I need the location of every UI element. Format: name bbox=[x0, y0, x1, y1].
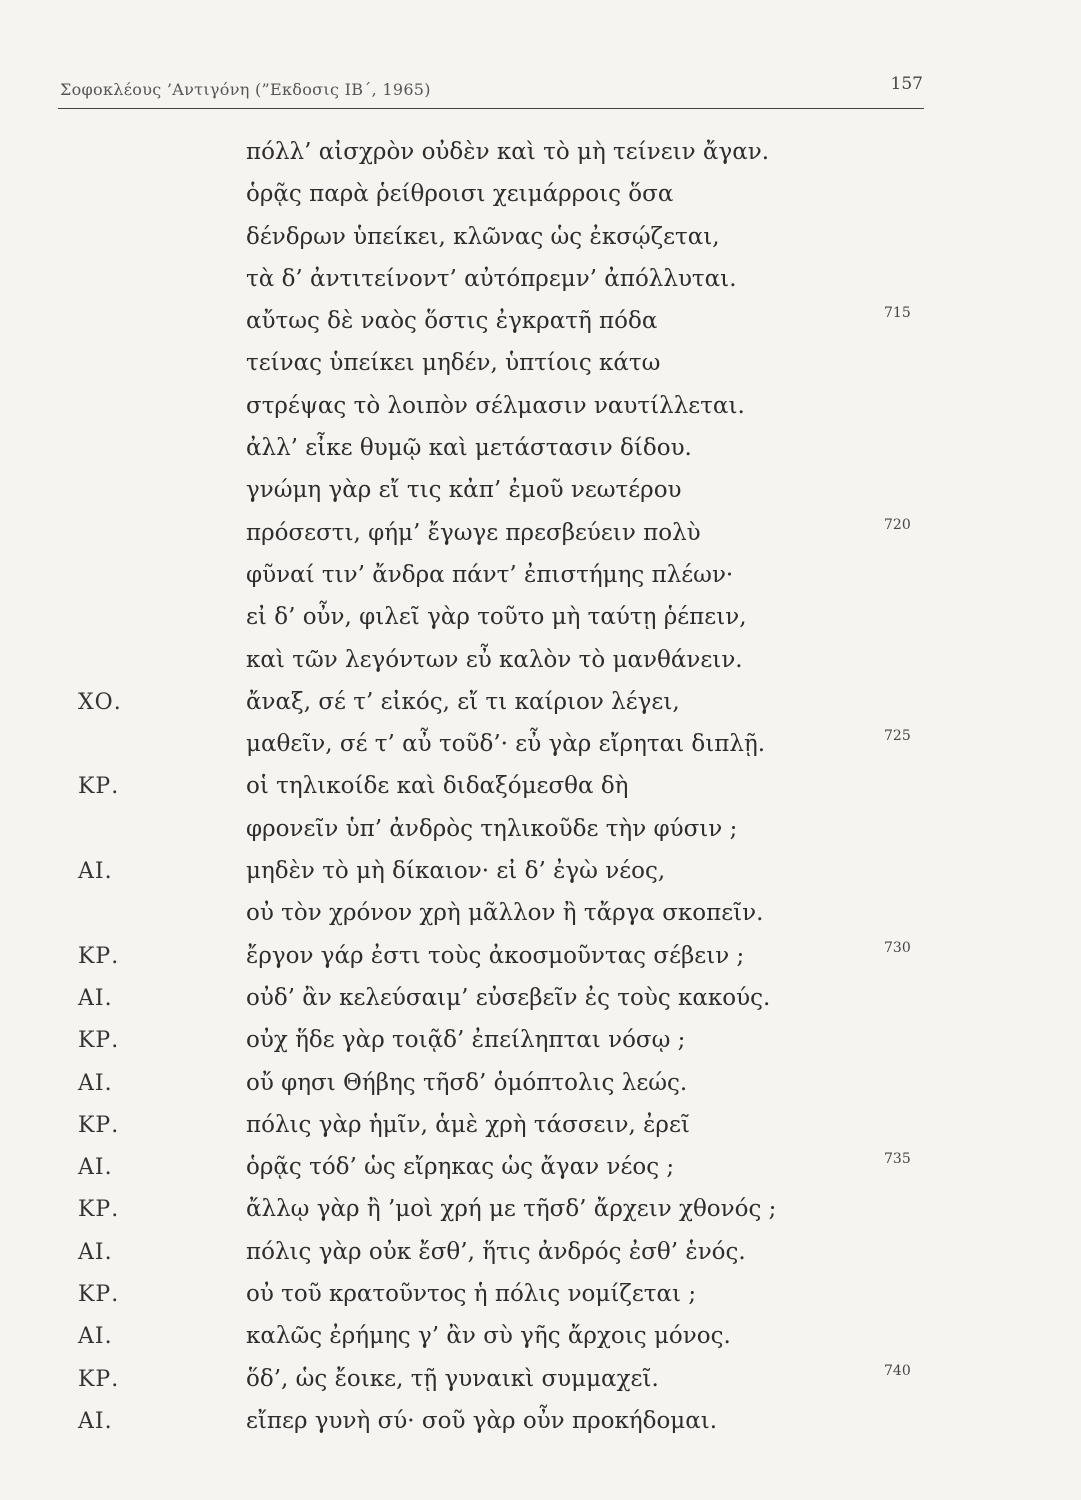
verse-line bbox=[0, 178, 1081, 220]
verse-text: πόλις γὰρ οὐκ ἔσθ’, ἥτις ἀνδρός ἐσθ’ ἑνός. bbox=[246, 1238, 746, 1265]
verse-line bbox=[0, 1278, 1081, 1320]
speaker-label: ΚΡ. bbox=[78, 1366, 120, 1392]
verse-text: τὰ δ’ ἀντιτείνοντ’ αὐτόπρεμν’ ἀπόλλυται. bbox=[246, 265, 737, 292]
page-number: 157 bbox=[890, 74, 923, 94]
verse-block bbox=[0, 136, 1081, 1447]
verse-text: ἄλλῳ γὰρ ἢ ’μοὶ χρή με τῆσδ’ ἄρχειν χθονός ; bbox=[246, 1196, 777, 1223]
verse-line bbox=[0, 263, 1081, 305]
verse-text: ὅδ’, ὡς ἔοικε, τῇ γυναικὶ συμμαχεῖ. bbox=[246, 1365, 659, 1392]
speaker-label: ΑΙ. bbox=[78, 1155, 113, 1181]
verse-text: μηδὲν τὸ μὴ δίκαιον· εἰ δ’ ἐγὼ νέος, bbox=[246, 858, 666, 885]
verse-text: γνώμη γὰρ εἴ τις κἀπ’ ἐμοῦ νεωτέρου bbox=[246, 477, 682, 504]
verse-text: τείνας ὑπείκει μηδέν, ὑπτίοις κάτω bbox=[246, 350, 661, 377]
verse-text: μαθεῖν, σέ τ’ αὖ τοῦδ’· εὖ γὰρ εἴρηται διπλῇ. bbox=[246, 731, 766, 758]
verse-line bbox=[0, 644, 1081, 686]
speaker-label: ΚΡ. bbox=[78, 943, 120, 969]
verse-line bbox=[0, 1320, 1081, 1362]
verse-line bbox=[0, 1236, 1081, 1278]
verse-text: καλῶς ἐρήμης γ’ ἂν σὺ γῆς ἄρχοις μόνος. bbox=[246, 1323, 731, 1350]
verse-line bbox=[0, 221, 1081, 263]
speaker-label: ΑΙ. bbox=[78, 1070, 113, 1096]
verse-text: φρονεῖν ὑπ’ ἀνδρὸς τηλικοῦδε τὴν φύσιν ; bbox=[246, 815, 738, 842]
verse-text: ἀλλ’ εἶκε θυμῷ καὶ μετάστασιν δίδου. bbox=[246, 435, 692, 462]
verse-line bbox=[0, 601, 1081, 643]
header-rule bbox=[58, 108, 924, 109]
verse-line bbox=[0, 474, 1081, 516]
verse-text: ἔργον γάρ ἐστι τοὺς ἀκοσμοῦντας σέβειν ; bbox=[246, 942, 745, 969]
verse-line bbox=[0, 1363, 1081, 1405]
verse-text: οὔ φησι Θήβης τῆσδ’ ὁμόπτολις λεώς. bbox=[246, 1069, 688, 1096]
verse-text: εἰ δ’ οὖν, φιλεῖ γὰρ τοῦτο μὴ ταύτῃ ῥέπειν, bbox=[246, 604, 747, 631]
verse-line bbox=[0, 1067, 1081, 1109]
speaker-label: ΧΟ. bbox=[78, 689, 122, 715]
verse-text: οὐδ’ ἂν κελεύσαιμ’ εὐσεβεῖν ἐς τοὺς κακούς. bbox=[246, 984, 771, 1011]
speaker-label: ΚΡ. bbox=[78, 1028, 120, 1054]
line-number: 720 bbox=[884, 516, 911, 533]
line-number: 715 bbox=[884, 305, 911, 322]
verse-line bbox=[0, 1024, 1081, 1066]
verse-text: ὁρᾷς παρὰ ῥείθροισι χειμάρροις ὅσα bbox=[246, 181, 674, 208]
verse-line bbox=[0, 897, 1081, 939]
verse-line bbox=[0, 1109, 1081, 1151]
verse-line bbox=[0, 686, 1081, 728]
line-number: 735 bbox=[884, 1151, 911, 1168]
verse-line bbox=[0, 1405, 1081, 1447]
verse-line bbox=[0, 1151, 1081, 1193]
verse-text: καὶ τῶν λεγόντων εὖ καλὸν τὸ μανθάνειν. bbox=[246, 646, 743, 673]
verse-line bbox=[0, 728, 1081, 770]
verse-line bbox=[0, 855, 1081, 897]
verse-text: εἴπερ γυνὴ σύ· σοῦ γὰρ οὖν προκήδομαι. bbox=[246, 1407, 718, 1434]
verse-line bbox=[0, 390, 1081, 432]
verse-line bbox=[0, 517, 1081, 559]
verse-text: ὁρᾷς τόδ’ ὡς εἴρηκας ὡς ἄγαν νέος ; bbox=[246, 1154, 675, 1181]
verse-text: αὔτως δὲ ναὸς ὅστις ἐγκρατῆ πόδα bbox=[246, 308, 658, 335]
verse-line bbox=[0, 982, 1081, 1024]
verse-line bbox=[0, 770, 1081, 812]
speaker-label: ΑΙ. bbox=[78, 985, 113, 1011]
speaker-label: ΚΡ. bbox=[78, 774, 120, 800]
speaker-label: ΑΙ. bbox=[78, 1408, 113, 1434]
verse-line bbox=[0, 1193, 1081, 1235]
verse-text: δένδρων ὑπείκει, κλῶνας ὡς ἐκσῴζεται, bbox=[246, 223, 720, 250]
line-number: 730 bbox=[884, 939, 911, 956]
verse-text: πόλις γὰρ ἡμῖν, ἁμὲ χρὴ τάσσειν, ἐρεῖ bbox=[246, 1111, 690, 1138]
speaker-label: ΑΙ. bbox=[78, 1324, 113, 1350]
speaker-label: ΚΡ. bbox=[78, 1112, 120, 1138]
verse-line bbox=[0, 432, 1081, 474]
verse-line bbox=[0, 940, 1081, 982]
verse-text: στρέψας τὸ λοιπὸν σέλμασιν ναυτίλλεται. bbox=[246, 392, 745, 419]
speaker-label: ΑΙ. bbox=[78, 1239, 113, 1265]
verse-text: οἱ τηλικοίδε καὶ διδαξόμεσθα δὴ bbox=[246, 773, 629, 800]
running-header-title: Σοφοκλέους ’Αντιγόνη (”Εκδοσις ΙΒ΄, 1965) bbox=[60, 80, 431, 99]
verse-text: πρόσεστι, φήμ’ ἔγωγε πρεσβεύειν πολὺ bbox=[246, 519, 701, 546]
verse-text: οὐ τοῦ κρατοῦντος ἡ πόλις νομίζεται ; bbox=[246, 1281, 697, 1308]
speaker-label: ΚΡ. bbox=[78, 1282, 120, 1308]
line-number: 725 bbox=[884, 728, 911, 745]
verse-line bbox=[0, 305, 1081, 347]
line-number: 740 bbox=[884, 1362, 911, 1379]
speaker-label: ΑΙ. bbox=[78, 859, 113, 885]
verse-line bbox=[0, 813, 1081, 855]
verse-text: οὐχ ἥδε γὰρ τοιᾷδ’ ἐπείληπται νόσῳ ; bbox=[246, 1027, 686, 1054]
verse-line bbox=[0, 559, 1081, 601]
verse-text: φῦναί τιν’ ἄνδρα πάντ’ ἐπιστήμης πλέων· bbox=[246, 561, 734, 588]
verse-text: οὐ τὸν χρόνον χρὴ μᾶλλον ἢ τἄργα σκοπεῖν. bbox=[246, 900, 764, 927]
speaker-label: ΚΡ. bbox=[78, 1197, 120, 1223]
verse-line bbox=[0, 136, 1081, 178]
verse-line bbox=[0, 347, 1081, 389]
verse-text: πόλλ’ αἰσχρὸν οὐδὲν καὶ τὸ μὴ τείνειν ἄγαν. bbox=[246, 139, 770, 165]
verse-text: ἄναξ, σέ τ’ εἰκός, εἴ τι καίριον λέγει, bbox=[246, 688, 680, 715]
